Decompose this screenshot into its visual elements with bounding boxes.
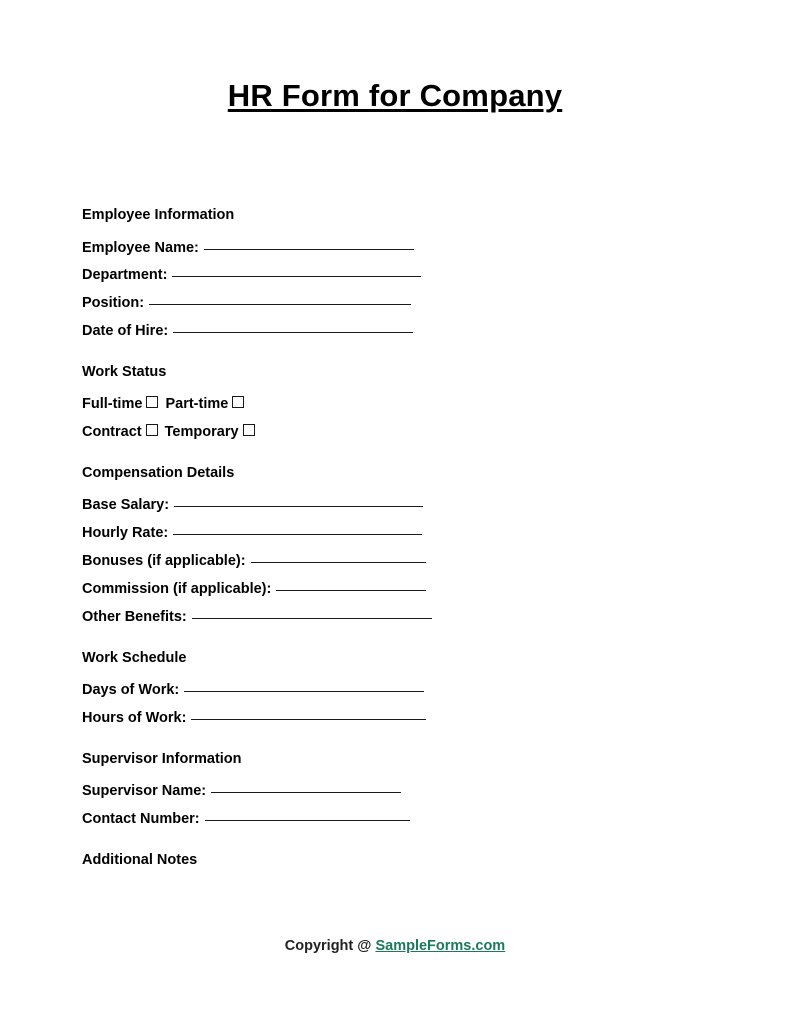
section-additional-notes [82,853,722,868]
field-label: Supervisor Name: [82,783,207,800]
contact-number-input[interactable] [205,809,410,821]
department-input[interactable] [172,265,421,277]
hours-of-work-input[interactable] [191,708,426,720]
option-label-temporary: Temporary [164,424,239,441]
field-commission [82,576,722,604]
section-heading: Supervisor Information [82,750,242,767]
section-supervisor-information [82,752,722,834]
option-label-contract: Contract [82,424,142,441]
checkbox-contract[interactable] [146,424,158,436]
supervisor-name-input[interactable] [211,781,401,793]
page-title: HR Form for Company [227,78,563,113]
position-input[interactable] [149,293,411,305]
field-label: Base Salary: [82,497,170,514]
field-days-of-work [82,677,722,705]
field-label: Date of Hire: [82,322,169,339]
field-label: Hourly Rate: [82,525,169,542]
field-label: Contact Number: [82,811,200,828]
section-work-status [82,365,722,447]
form-body [82,208,722,886]
section-heading: Work Schedule [82,649,187,666]
section-heading: Compensation Details [82,464,235,481]
field-label: Hours of Work: [82,709,187,726]
option-label-full-time: Full-time [82,396,143,413]
checkbox-temporary[interactable] [243,424,255,436]
field-label: Other Benefits: [82,608,187,625]
field-bonuses [82,548,722,576]
base-salary-input[interactable] [174,495,423,507]
section-compensation-details [82,466,722,632]
work-status-row-2 [82,419,722,447]
bonuses-input[interactable] [251,551,426,563]
checkbox-part-time[interactable] [232,396,244,408]
field-supervisor-name [82,778,722,806]
sampleforms-link[interactable]: SampleForms.com [375,938,506,954]
section-employee-information [82,208,722,346]
field-label: Days of Work: [82,682,180,699]
footer [0,938,790,954]
field-hours-of-work [82,705,722,733]
field-base-salary [82,492,722,520]
field-contact-number [82,806,722,834]
field-label: Department: [82,267,168,284]
section-work-schedule [82,651,722,733]
commission-input[interactable] [276,579,426,591]
field-date-of-hire [82,318,722,346]
field-label: Employee Name: [82,239,199,256]
section-heading: Work Status [82,363,167,380]
field-department [82,262,722,290]
field-label: Position: [82,295,145,312]
field-hourly-rate [82,520,722,548]
section-heading: Employee Information [82,207,235,223]
other-benefits-input[interactable] [192,607,432,619]
days-of-work-input[interactable] [184,680,424,692]
copyright-text: Copyright @ [284,938,372,954]
hourly-rate-input[interactable] [173,523,422,535]
option-label-part-time: Part-time [165,396,229,413]
work-status-row-1 [82,391,722,419]
date-of-hire-input[interactable] [173,321,413,333]
employee-name-input[interactable] [204,238,414,250]
field-position [82,290,722,318]
field-employee-name [82,235,722,263]
field-label: Commission (if applicable): [82,580,272,597]
field-label: Bonuses (if applicable): [82,553,246,570]
section-heading: Additional Notes [82,851,198,868]
field-other-benefits [82,604,722,632]
checkbox-full-time[interactable] [146,396,158,408]
